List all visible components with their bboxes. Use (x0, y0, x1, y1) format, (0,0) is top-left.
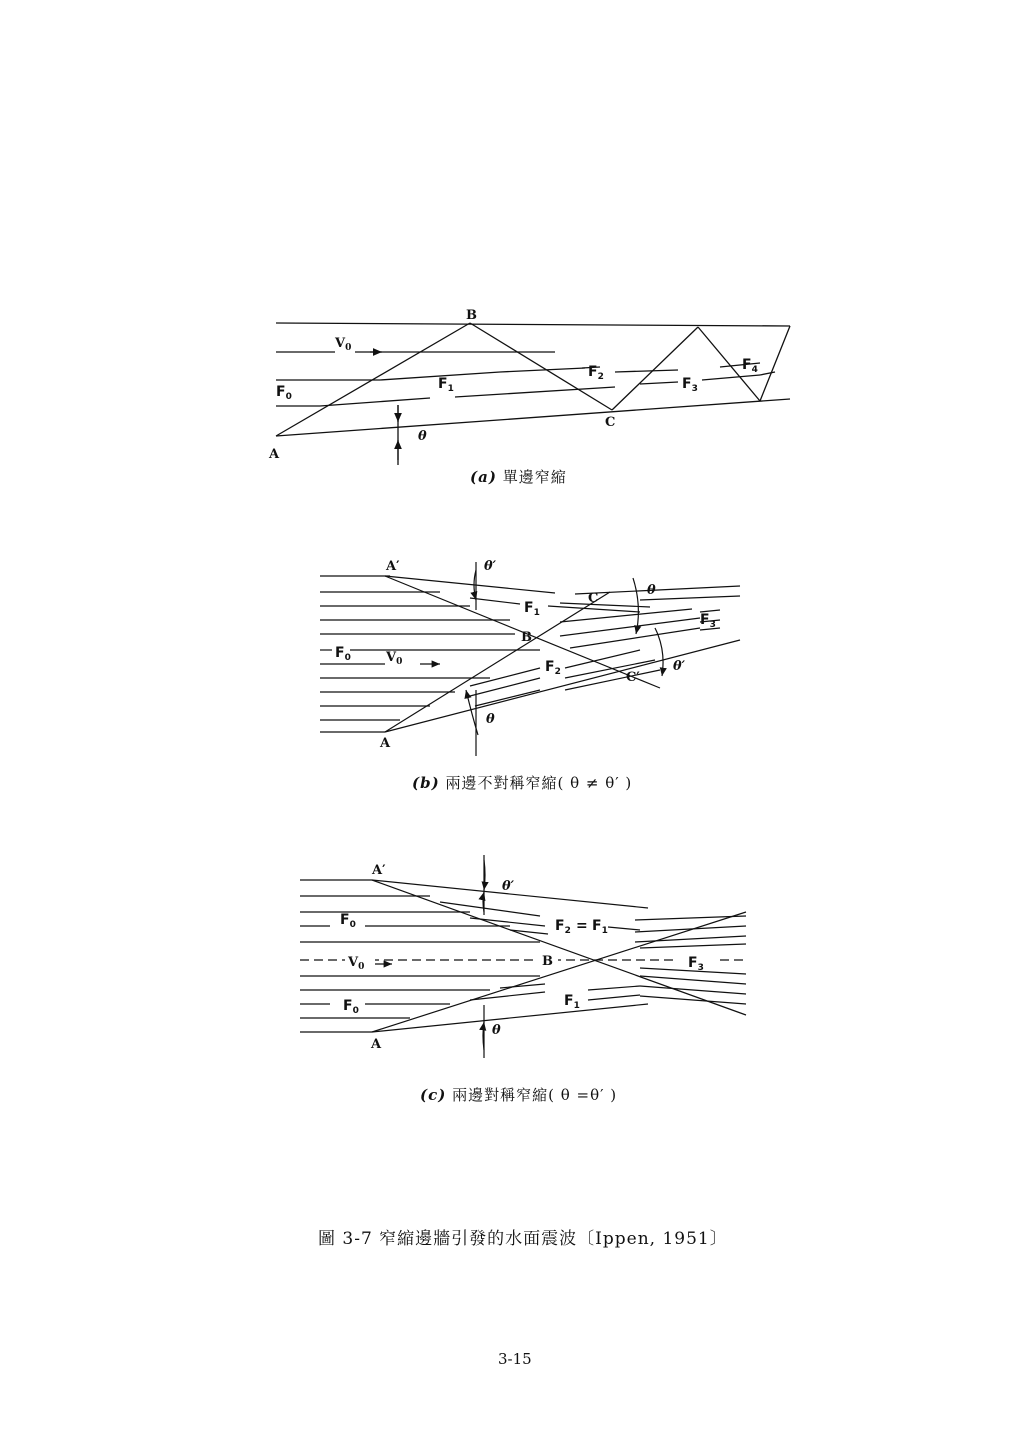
caption-c (420, 1084, 617, 1105)
f0-label-top: $F_0$ (340, 912, 356, 930)
label-a-prime: A′ (372, 863, 386, 878)
caption-c-prefix: (c) (420, 1086, 447, 1104)
theta-label-bottom: θ (486, 712, 495, 727)
f1-label-bottom: $F_1$ (564, 993, 580, 1011)
caption-c-text: 兩邊對稱窄縮( θ =θ′ ) (452, 1086, 618, 1104)
f2-label: $F_2$ (588, 364, 604, 382)
v0-label: $V_0$ (335, 336, 352, 353)
f3-label: $F_3$ (688, 955, 704, 973)
f2-label: $F_2$ (545, 659, 561, 677)
f1-label: $F_1$ (438, 376, 454, 394)
theta-prime-label-top: θ′ (484, 559, 497, 574)
wall-a (372, 1004, 648, 1032)
label-b: B (521, 630, 532, 645)
label-a: A (269, 447, 280, 462)
f3-label: $F_3$ (700, 612, 716, 630)
f1-label: $F_1$ (524, 600, 540, 618)
label-a: A (380, 736, 391, 751)
theta-label-right: θ (647, 583, 656, 598)
label-b: B (542, 954, 553, 969)
v0-label: $V_0$ (348, 955, 365, 972)
caption-b-text: 兩邊不對稱窄縮( θ ≠ θ′ ) (445, 774, 633, 792)
f1-label-top: $F_1$ (592, 918, 608, 936)
label-c: C (605, 415, 616, 430)
label-c: C (588, 591, 599, 606)
equals-sign: = (576, 918, 588, 934)
v0-label: $V_0$ (386, 650, 403, 667)
caption-a-prefix: (a) (470, 468, 497, 486)
f2-label: $F_2$ (555, 918, 571, 936)
shock-a-prime (372, 880, 746, 1015)
caption-b-prefix: (b) (412, 774, 440, 792)
f4-label: $F_4$ (742, 357, 758, 375)
theta-prime-label: θ′ (502, 879, 515, 894)
theta-prime-label-right: θ′ (673, 659, 686, 674)
label-b: B (466, 308, 477, 323)
label-a-prime: A′ (386, 559, 400, 574)
caption-a-text: 單邊窄縮 (502, 468, 567, 486)
f0-label-bottom: $F_0$ (343, 998, 359, 1016)
theta-label: θ (418, 429, 427, 444)
figure-caption: 圖 3-7 窄縮邊牆引發的水面震波〔Ippen, 1951〕 (318, 1229, 728, 1249)
label-a: A (371, 1037, 382, 1052)
label-c-prime: C′ (626, 670, 640, 685)
f3-label: $F_3$ (682, 376, 698, 394)
f0-label: $F_0$ (276, 384, 292, 402)
page-number: 3-15 (498, 1350, 532, 1368)
f0-label: $F_0$ (335, 645, 351, 663)
theta-label: θ (492, 1023, 501, 1038)
